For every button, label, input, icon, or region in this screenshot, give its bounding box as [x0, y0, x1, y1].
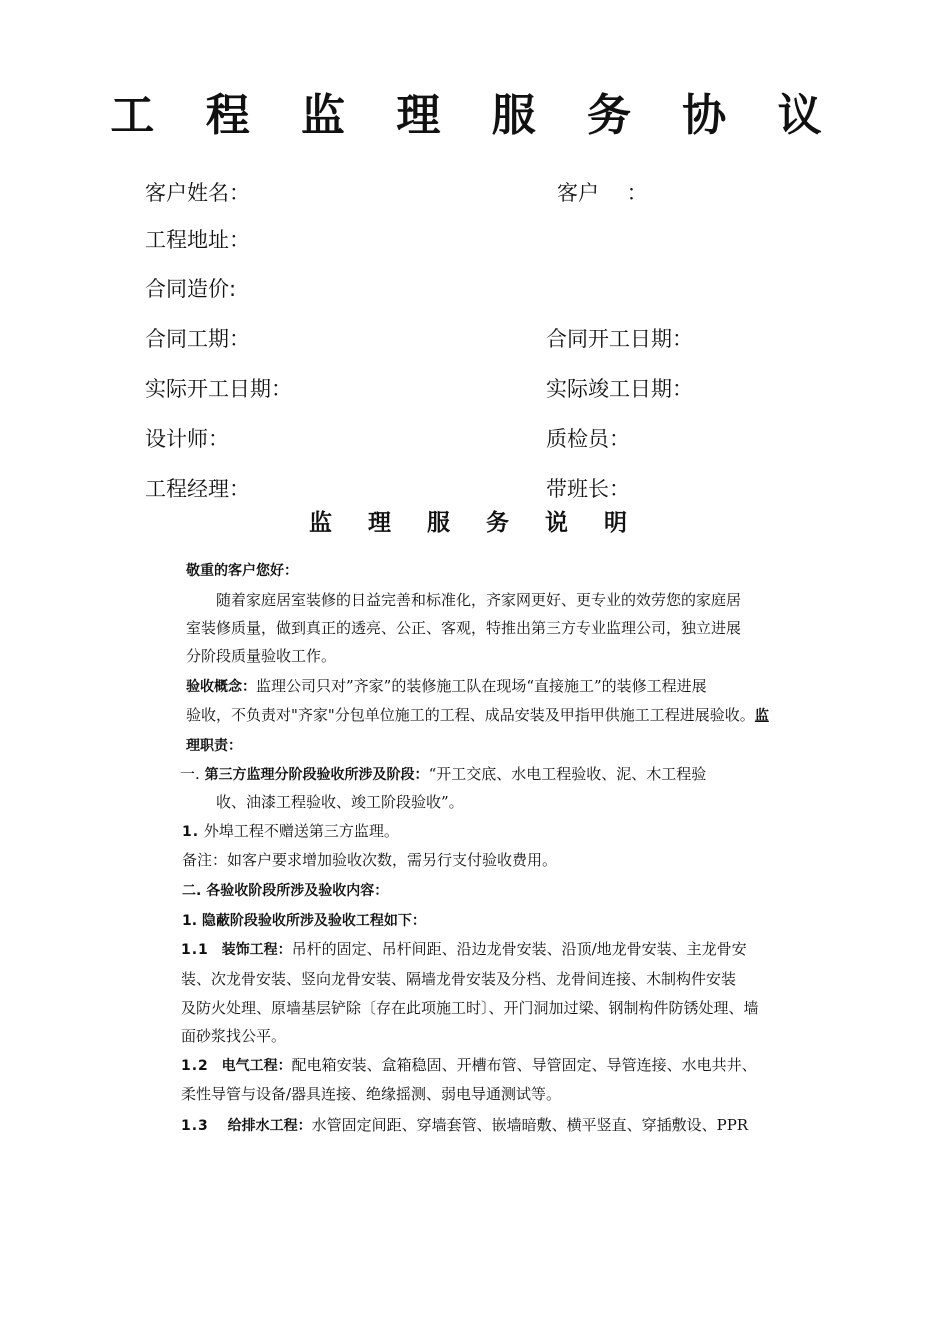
- duty-label-a: 监: [754, 708, 769, 724]
- item-1-1-text-1: 吊杆的固定、吊杆间距、沿边龙骨安装、沿顶/地龙骨安装、主龙骨安: [291, 940, 747, 958]
- note-1-text: 外埠工程不赠送第三方监理。: [203, 822, 399, 840]
- intro-line-3: 分阶段质量验收工作。: [186, 647, 337, 665]
- duty-line: [186, 731, 242, 761]
- section-subtitle: 监 理 服 务 说 明: [308, 510, 642, 536]
- item-1-3-number: 1.3: [181, 1118, 209, 1134]
- field-contract-price: 合同造价:: [145, 277, 237, 301]
- document-title: 工 程 监 理 服 务 协 议: [110, 90, 840, 141]
- section-2-1-heading: [182, 906, 426, 936]
- field-designer: 设计师：: [145, 427, 229, 451]
- section-2-heading: [182, 876, 388, 906]
- field-customer-name: 客户姓名：: [145, 181, 250, 205]
- field-quality-inspector: 质检员：: [546, 427, 630, 451]
- field-contract-start-date: 合同开工日期：: [546, 327, 693, 351]
- duty-label-b: 理职责：: [186, 738, 242, 754]
- item-1-2-number: 1.2: [181, 1058, 209, 1074]
- note-1: [182, 817, 399, 847]
- item-1-2-label: 电气工程：: [221, 1058, 292, 1074]
- item-1-2-text-1: 配电箱安装、盒箱稳固、开槽布管、导管固定、导管连接、水电共井、: [291, 1056, 757, 1074]
- section-1-number: 一.: [180, 765, 200, 783]
- concept-label: 验收概念：: [186, 679, 256, 695]
- intro-line-2: 室装修质量，做到真正的透亮、公正、客观，特推出第三方专业监理公司，独立进展: [186, 619, 742, 637]
- item-1-1-label: 装饰工程：: [221, 942, 292, 958]
- item-1-3-label: 给排水工程：: [227, 1118, 312, 1134]
- field-customer: 客户 ：: [557, 181, 648, 205]
- item-1-1-line-2: 装、次龙骨安装、竖向龙骨安装、隔墙龙骨安装及分档、龙骨间连接、木制构件安装: [181, 970, 737, 988]
- section-2-text: 二. 各验收阶段所涉及验收内容：: [182, 883, 389, 899]
- item-1-2-line-1: [181, 1051, 757, 1081]
- item-1-1-line-1: [181, 935, 747, 965]
- greeting-text: 敬重的客户您好：: [186, 563, 298, 579]
- item-1-1-line-3: 及防火处理、原墙基层铲除〔存在此项施工时〕、开门洞加过梁、钢制构件防锈处理、墙: [181, 999, 759, 1017]
- section-1-text-1: “开工交底、水电工程验收、泥、木工程验: [428, 765, 707, 783]
- intro-line-1: 随着家庭居室装修的日益完善和标准化，齐家网更好、更专业的效劳您的家庭居: [216, 591, 742, 609]
- item-1-3-line-1: [181, 1111, 748, 1141]
- section-1-label: 第三方监理分阶段验收所涉及阶段：: [204, 767, 429, 783]
- field-actual-completion-date: 实际竣工日期：: [546, 377, 693, 401]
- item-1-3-text-1: 水管固定间距、穿墙套管、嵌墙暗敷、横平竖直、穿插敷设、PPR: [311, 1116, 749, 1134]
- note-remark: 备注：如客户要求增加验收次数，需另行支付验收费用。: [182, 851, 558, 869]
- section-1-line-1: [180, 760, 706, 790]
- item-1-1-line-4: 面砂浆找公平。: [181, 1027, 287, 1045]
- item-1-2-line-2: 柔性导管与设备/器具连接、绝缘摇测、弱电导通测试等。: [181, 1085, 562, 1103]
- concept-line-2: [186, 701, 769, 731]
- field-project-address: 工程地址：: [145, 228, 250, 252]
- field-team-leader: 带班长：: [546, 477, 630, 501]
- section-1-line-2: 收、油漆工程验收、竣工阶段验收”。: [216, 793, 464, 811]
- concept-text-1: 监理公司只对”齐家”的装修施工队在现场“直接施工”的装修工程进展: [256, 677, 707, 695]
- section-2-1-text: 1. 隐蔽阶段验收所涉及验收工程如下：: [182, 913, 426, 929]
- concept-text-2: 验收，不负责对"齐家"分包单位施工的工程、成品安装及甲指甲供施工工程进展验收。: [186, 706, 755, 724]
- field-contract-period: 合同工期：: [145, 327, 250, 351]
- field-project-manager: 工程经理：: [145, 477, 250, 501]
- note-1-number: 1.: [182, 824, 200, 840]
- greeting: [186, 556, 298, 586]
- field-actual-start-date: 实际开工日期：: [145, 377, 292, 401]
- concept-line-1: [186, 672, 707, 702]
- item-1-1-number: 1.1: [181, 942, 209, 958]
